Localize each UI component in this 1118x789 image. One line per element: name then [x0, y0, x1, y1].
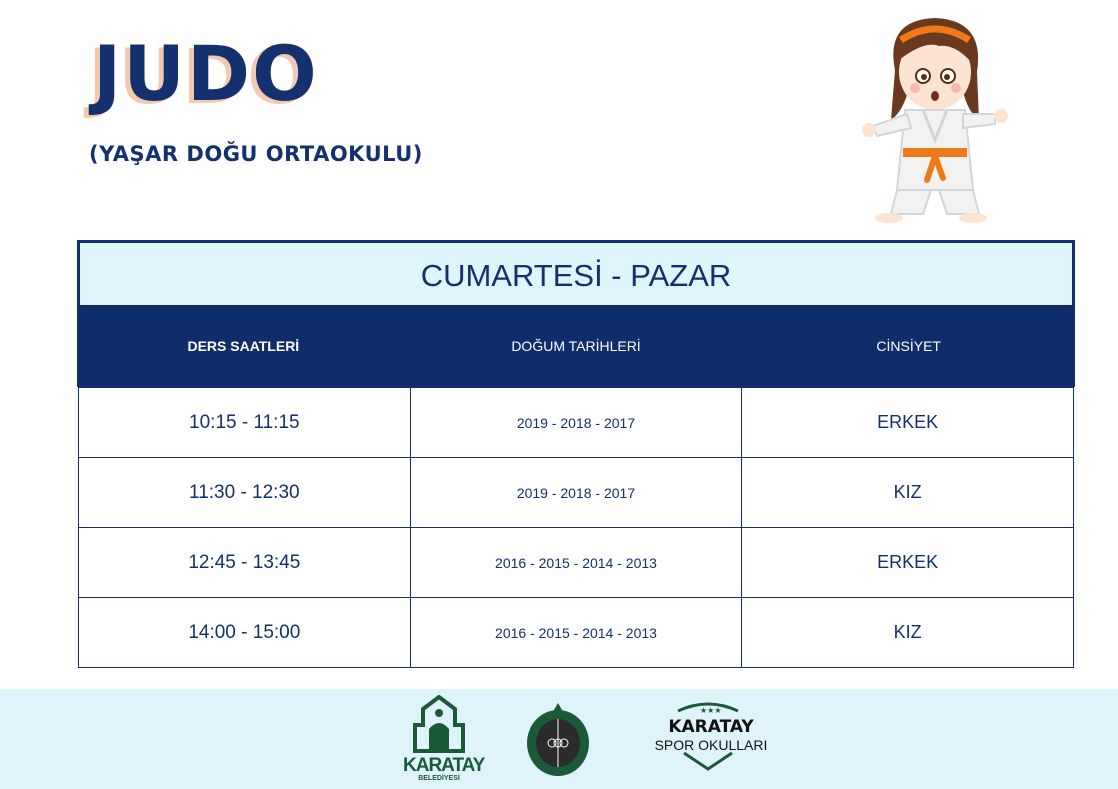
column-headers — [77, 305, 1075, 387]
table-row — [79, 388, 1074, 458]
time-cell: 14:00 - 15:00 — [79, 598, 411, 668]
time-cell: 10:15 - 11:15 — [79, 388, 411, 458]
karatay-wordmark: KARATAY — [668, 717, 754, 737]
time-cell: 12:45 - 13:45 — [79, 528, 411, 598]
schedule-table — [77, 240, 1075, 668]
table-row — [79, 528, 1074, 598]
svg-text:★★★: ★★★ — [700, 706, 722, 715]
schedule-rows — [78, 387, 1074, 668]
column-header-birth-years: DOĞUM TARİHLERİ — [511, 338, 641, 354]
gender-cell: KIZ — [742, 598, 1074, 668]
gender-cell: KIZ — [742, 458, 1074, 528]
years-cell: 2019 - 2018 - 2017 — [410, 458, 742, 528]
gender-cell: ERKEK — [742, 528, 1074, 598]
karatay-emblem-icon — [403, 695, 475, 755]
column-header-gender: CİNSİYET — [876, 338, 941, 354]
footer-logo-bar — [0, 689, 1118, 789]
judo-girl-illustration — [855, 10, 1015, 230]
page-title: JUDO — [93, 29, 319, 118]
years-cell: 2016 - 2015 - 2014 - 2013 — [410, 598, 742, 668]
years-cell: 2019 - 2018 - 2017 — [410, 388, 742, 458]
time-cell: 11:30 - 12:30 — [79, 458, 411, 528]
column-header-time: DERS SAATLERİ — [187, 338, 300, 354]
table-row — [79, 598, 1074, 668]
gender-cell: ERKEK — [742, 388, 1074, 458]
belediyesi-wordmark: BELEDİYESİ — [418, 775, 460, 782]
years-cell: 2016 - 2015 - 2014 - 2013 — [410, 528, 742, 598]
page-subtitle: (YAŞAR DOĞU ORTAOKULU) — [89, 142, 423, 166]
karatay-belediyesi-logo — [403, 695, 485, 782]
table-row — [79, 458, 1074, 528]
day-header: CUMARTESİ - PAZAR — [77, 240, 1075, 305]
karatay-wordmark: KARATAY — [403, 755, 485, 776]
karatay-spor-okullari-logo — [636, 701, 786, 771]
spor-okullari-wordmark: SPOR OKULLARI — [654, 737, 768, 753]
karatay-belediyespor-logo — [525, 697, 591, 777]
